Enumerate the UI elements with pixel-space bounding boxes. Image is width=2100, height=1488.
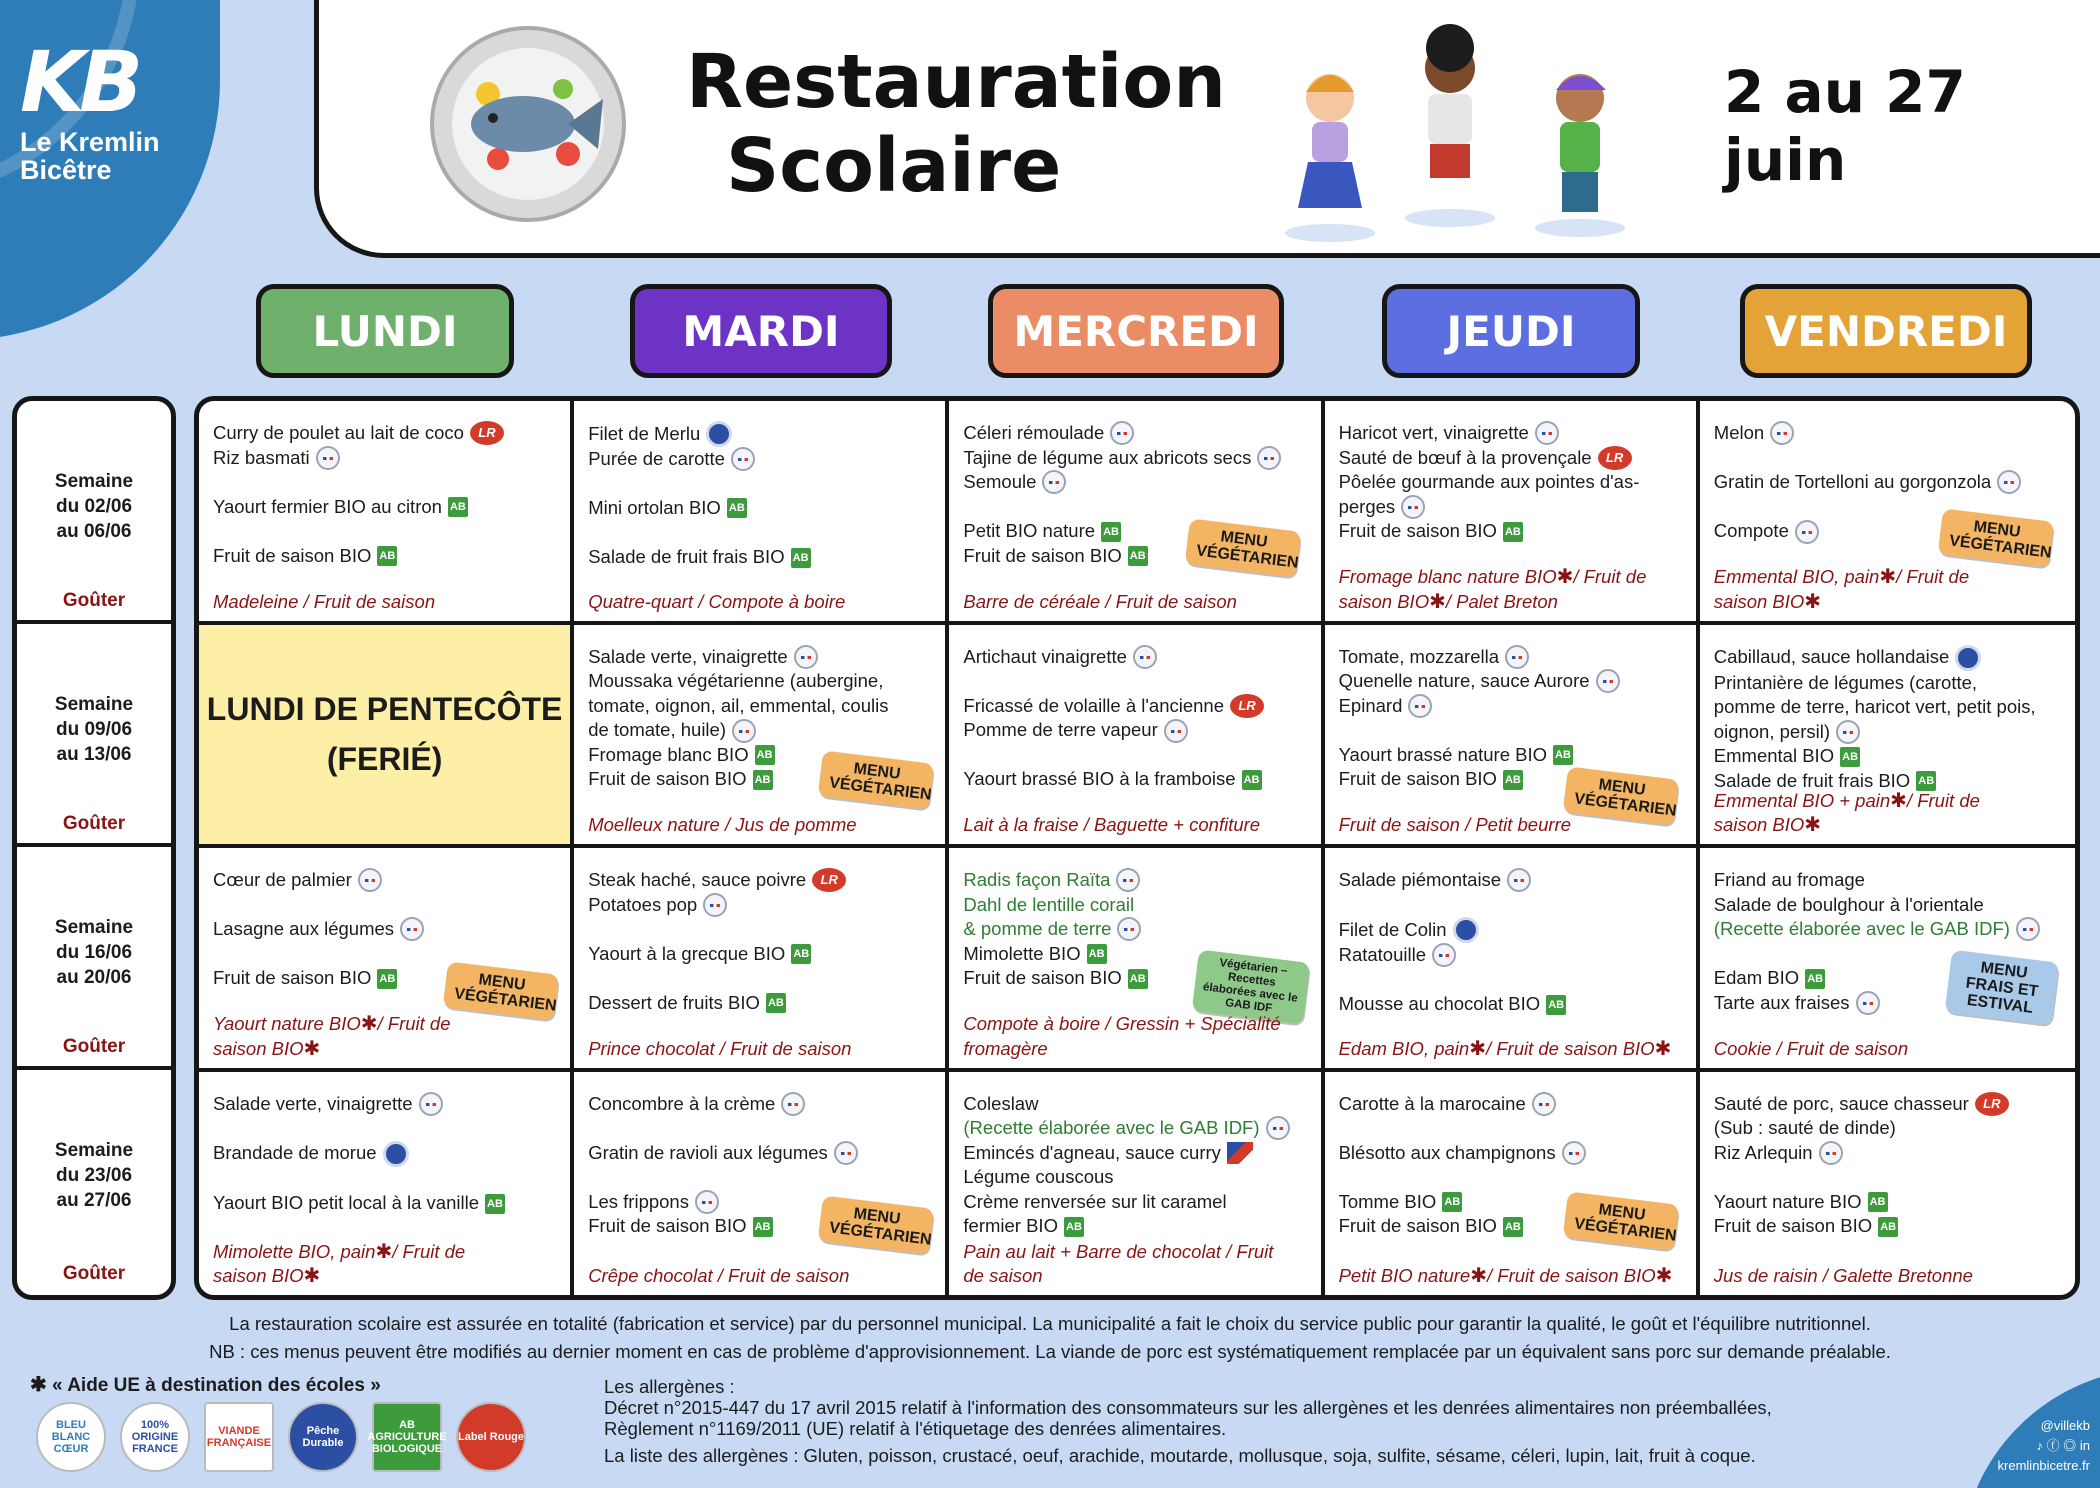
menu-cell-w3-lundi	[199, 848, 574, 1072]
dish: Artichaut vinaigrette	[963, 645, 1310, 670]
day-label: VENDREDI	[1764, 306, 2008, 356]
dish: Fruit de saison BIO AB	[213, 544, 560, 569]
menu-frais-estival-badge: MENU FRAIS ET ESTIVAL	[1944, 950, 2059, 1026]
peche-durable-icon	[383, 1141, 409, 1167]
dish: Gratin de ravioli aux légumes	[588, 1141, 935, 1166]
title-line2: Scolaire	[726, 123, 1062, 209]
quality-labels	[36, 1402, 526, 1472]
dish: Céleri rémoulade	[963, 421, 1310, 446]
label-rouge-logo: Label Rouge	[456, 1402, 526, 1472]
dish: Pomme de terre vapeur	[963, 718, 1310, 743]
footer-note-1: La restauration scolaire est assurée en totalité (fabrication et service) par du personnel municipal. La municipalité a fait le choix du service public pour garantir la qualité, le goût et l'équilibre nutritionnel.	[229, 1313, 1871, 1334]
dish: Quenelle nature, sauce Aurore	[1339, 669, 1686, 694]
dish: & pomme de terre	[963, 917, 1310, 942]
dish: Fruit de saison BIO AB	[1339, 767, 1686, 792]
origine-france-icon	[358, 868, 382, 892]
gouter-text: Emmental BIO, pain✱/ Fruit de saison BIO✱	[1713, 566, 1970, 613]
bio-ab-icon: AB	[1916, 771, 1936, 791]
menu-cell-w1-jeudi	[1325, 401, 1700, 625]
origine-france-icon	[1257, 446, 1281, 470]
ue-aid-icon: ✱	[1890, 789, 1907, 812]
origine-france-icon	[1507, 868, 1531, 892]
peche-durable-icon	[1955, 645, 1981, 671]
origine-france-icon	[834, 1141, 858, 1165]
origine-france-icon	[1836, 720, 1860, 744]
dish: Mimolette BIO AB	[963, 942, 1310, 967]
dish: Fruit de saison BIO AB	[588, 1214, 935, 1239]
gouter-text: Emmental BIO + pain✱/ Fruit de saison BIO✱	[1713, 789, 1980, 837]
dish: Mini ortolan BIO AB	[588, 496, 935, 521]
holiday-title: LUNDI DE PENTECÔTE	[206, 691, 563, 728]
menu-vegetarien-badge: MENU VÉGÉTARIEN	[443, 961, 560, 1020]
website-link[interactable]: kremlinbicetre.fr	[1997, 1458, 2090, 1473]
dish: Edam BIO AB	[1714, 966, 2065, 991]
dish: Salade verte, vinaigrette	[588, 645, 935, 670]
ue-aid-icon: ✱	[360, 1013, 378, 1036]
week-label-4: Semaine du 23/06 au 27/06 Goûter	[17, 1070, 171, 1293]
gouter-label: Goûter	[62, 1036, 126, 1057]
menu-vegetarien-badge: MENU VÉGÉTARIEN	[1185, 518, 1302, 577]
origine-france-icon	[794, 645, 818, 669]
origine-france-icon	[732, 719, 756, 743]
dish: Lasagne aux légumes	[213, 917, 560, 942]
bio-ab-icon: AB	[755, 745, 775, 765]
bio-ab-icon: AB	[1878, 1217, 1898, 1237]
dish: Fruit de saison BIO AB	[1339, 519, 1686, 544]
gouter-text: Quatre-quart / Compote à boire	[588, 590, 846, 612]
dish: Semoule	[963, 470, 1310, 495]
dish: Salade de boulghour à l'orientale	[1713, 893, 1984, 915]
origine-france-icon	[316, 446, 340, 470]
dish: Salade verte, vinaigrette	[213, 1092, 560, 1117]
label-rouge-icon: LR	[1598, 446, 1632, 470]
ue-aid-icon: ✱	[1879, 566, 1897, 589]
dish: Riz basmati	[213, 446, 560, 471]
bio-ab-icon: AB	[1840, 747, 1860, 767]
menu-cell-w1-lundi	[199, 401, 574, 625]
dish: Blésotto aux champignons	[1339, 1141, 1686, 1166]
dish: Sauté de bœuf à la provençale LR	[1339, 446, 1686, 471]
origine-france-icon	[2016, 917, 2040, 941]
menu-cell-w4-mercredi	[949, 1072, 1324, 1296]
dish: Crème renversée sur lit caramel	[963, 1190, 1227, 1212]
dish: pomme de terre, haricot vert, petit pois,	[1713, 696, 2036, 718]
dish: Fruit de saison BIO AB	[588, 767, 935, 792]
social-icons: ♪ ⓕ ◎ in	[2036, 1438, 2090, 1453]
dish: Steak haché, sauce poivre LR	[588, 868, 935, 893]
logo-line1: Le Kremlin	[20, 127, 160, 157]
bio-ab-icon: AB	[1503, 770, 1523, 790]
label-rouge-icon: LR	[1975, 1092, 2009, 1116]
gouter-text: Moelleux nature / Jus de pomme	[588, 814, 857, 836]
dish: Fruit de saison BIO AB	[963, 966, 1310, 991]
origine-france-icon	[1819, 1141, 1843, 1165]
origine-france-icon	[400, 917, 424, 941]
bleu-blanc-coeur-logo: BLEU BLANC CŒUR	[36, 1402, 106, 1472]
menu-cell-w2-jeudi	[1325, 625, 1700, 849]
bio-ab-icon: AB	[1503, 1217, 1523, 1237]
ue-aid-icon: ✱	[375, 1240, 393, 1263]
social-links	[1998, 1416, 2090, 1476]
day-header-lundi	[256, 284, 514, 378]
dish: Yaourt brassé BIO à la framboise AB	[963, 767, 1310, 792]
gouter-label: Goûter	[62, 1263, 126, 1284]
viande-francaise-icon	[1227, 1142, 1253, 1164]
day-header-mercredi	[988, 284, 1284, 378]
gouter-text: Jus de raisin / Galette Bretonne	[1713, 1265, 1973, 1287]
bio-ab-icon: AB	[1128, 546, 1148, 566]
bio-ab-icon: AB	[791, 944, 811, 964]
dish: Moussaka végétarienne (aubergine,	[588, 670, 884, 692]
menu-cell-w2-mardi	[574, 625, 949, 849]
origine-france-icon	[781, 1092, 805, 1116]
gouter-text: Cookie / Fruit de saison	[1713, 1037, 1909, 1059]
ue-aid-icon: ✱	[303, 1037, 321, 1060]
menu-vegetarien-badge: MENU VÉGÉTARIEN	[1937, 508, 2054, 567]
dish: Brandade de morue	[213, 1141, 560, 1167]
dish: Printanière de légumes (carotte,	[1713, 671, 1978, 693]
dish: Fruit de saison BIO AB	[1714, 1214, 2065, 1239]
origine-france-icon	[1795, 520, 1819, 544]
origine-france-icon	[1164, 719, 1188, 743]
week-column	[12, 396, 176, 1300]
menu-vegetarien-badge: MENU VÉGÉTARIEN	[818, 750, 935, 809]
day-header-mardi	[630, 284, 892, 378]
origine-france-icon	[731, 447, 755, 471]
bio-ab-icon: AB	[753, 770, 773, 790]
dish: Filet de Colin	[1339, 917, 1686, 943]
dish: Yaourt nature BIO AB	[1714, 1190, 2065, 1215]
kids-illustration-icon	[1250, 18, 1650, 248]
bio-ab-icon: AB	[1087, 944, 1107, 964]
bio-ab-icon: AB	[791, 548, 811, 568]
gouter-text: Pain au lait + Barre de chocolat / Fruit de saison	[963, 1240, 1274, 1287]
menu-vegetarien-badge: MENU VÉGÉTARIEN	[1562, 766, 1679, 825]
ue-aid-icon: ✱	[30, 1374, 47, 1396]
label-rouge-icon: LR	[812, 868, 846, 892]
ue-aid-icon: ✱	[1804, 814, 1822, 837]
title-line1: Restauration	[686, 39, 1226, 125]
gouter-text: Fruit de saison / Petit beurre	[1338, 814, 1571, 836]
bio-ab-icon: AB	[377, 969, 397, 989]
dish: Yaourt à la grecque BIO AB	[588, 942, 935, 967]
bio-ab-icon: AB	[753, 1217, 773, 1237]
vegetarien-gab-badge: Végétarien – Recettes élaborées avec le GAB IDF	[1192, 949, 1311, 1024]
menu-cell-w4-jeudi	[1325, 1072, 1700, 1296]
origine-france-logo: 100% ORIGINE FRANCE	[120, 1402, 190, 1472]
dish: Tajine de légume aux abricots secs	[963, 446, 1310, 471]
menu-cell-w4-vendredi	[1700, 1072, 2075, 1296]
gouter-label: Goûter	[62, 590, 126, 611]
origine-france-icon	[1997, 470, 2021, 494]
dish: Yaourt BIO petit local à la vanille AB	[213, 1191, 560, 1216]
dish: Cabillaud, sauce hollandaise	[1714, 645, 2065, 671]
gouter-text: Fromage blanc nature BIO✱/ Fruit de saison BIO✱/ Palet Breton	[1338, 566, 1647, 613]
week-label-2: Semaine du 09/06 au 13/06 Goûter	[17, 624, 171, 847]
ue-aid-icon: ✱	[303, 1265, 321, 1288]
gouter-text: Prince chocolat / Fruit de saison	[588, 1037, 852, 1059]
day-label: MARDI	[682, 306, 840, 356]
origine-france-icon	[1596, 669, 1620, 693]
origine-france-icon	[1770, 421, 1794, 445]
origine-france-icon	[695, 1190, 719, 1214]
bio-ab-icon: AB	[1128, 969, 1148, 989]
dish: Emmental BIO AB	[1714, 744, 2065, 769]
bio-ab-icon: AB	[766, 993, 786, 1013]
dish: tomate, oignon, ail, emmental, coulis	[588, 694, 889, 716]
gouter-label: Goûter	[62, 813, 126, 834]
origine-france-icon	[1856, 991, 1880, 1015]
week-label-3: Semaine du 16/06 au 20/06 Goûter	[17, 847, 171, 1070]
origine-france-icon	[1505, 645, 1529, 669]
dish: Fruit de saison BIO AB	[213, 966, 560, 991]
dish: Compote	[1714, 519, 2065, 544]
day-label: JEUDI	[1446, 306, 1576, 356]
menu-cell-w2-mercredi	[949, 625, 1324, 849]
dish: Fricassé de volaille à l'ancienne LR	[963, 694, 1310, 719]
menu-grid	[194, 396, 2080, 1300]
dish: Salade de fruit frais BIO AB	[588, 545, 935, 570]
page-title	[686, 40, 1226, 208]
menu-cell-w4-mardi	[574, 1072, 949, 1296]
dish: Concombre à la crème	[588, 1092, 935, 1117]
menu-cell-w2-lundi	[199, 625, 574, 849]
ue-aid-icon: ✱	[1469, 1037, 1486, 1060]
dish: Purée de carotte	[588, 447, 935, 472]
origine-france-icon	[1117, 917, 1141, 941]
menu-cell-w3-vendredi	[1700, 848, 2075, 1072]
bio-ab-icon: AB	[1442, 1192, 1462, 1212]
dish: Potatoes pop	[588, 893, 935, 918]
dish: Yaourt brassé nature BIO AB	[1339, 743, 1686, 768]
ue-aid-icon: ✱	[1655, 1265, 1673, 1288]
dish: Coleslaw	[963, 1092, 1039, 1114]
date-range: 2 au 27 juin	[1724, 58, 1966, 194]
menu-vegetarien-badge: MENU VÉGÉTARIEN	[818, 1195, 935, 1254]
origine-france-icon	[1562, 1141, 1586, 1165]
dish: perges	[1339, 495, 1686, 520]
bio-ab-icon: AB	[727, 498, 747, 518]
label-rouge-icon: LR	[470, 421, 504, 445]
origine-france-icon	[1133, 645, 1157, 669]
gouter-text: Mimolette BIO, pain✱/ Fruit de saison BIO✱	[213, 1240, 466, 1288]
gouter-text: Barre de céréale / Fruit de saison	[963, 590, 1237, 612]
logo-mark: KB	[20, 33, 138, 131]
origine-france-icon	[1535, 421, 1559, 445]
gouter-text: Petit BIO nature✱/ Fruit de saison BIO✱	[1338, 1265, 1673, 1288]
dish: Ratatouille	[1339, 943, 1686, 968]
ue-aid-icon: ✱	[1429, 590, 1446, 613]
gouter-text: Madeleine / Fruit de saison	[213, 590, 436, 612]
dish: (Recette élaborée avec le GAB IDF)	[1714, 917, 2065, 942]
viande-francaise-logo: VIANDE FRANÇAISE	[204, 1402, 274, 1472]
origine-france-icon	[1408, 694, 1432, 718]
bio-ab-icon: AB	[1553, 745, 1573, 765]
origine-france-icon	[1266, 1116, 1290, 1140]
social-handle[interactable]: @villekb	[2040, 1418, 2090, 1433]
bio-ab-icon: AB	[1242, 770, 1262, 790]
menu-cell-w1-mardi	[574, 401, 949, 625]
label-rouge-icon: LR	[1230, 694, 1264, 718]
dish: Mousse au chocolat BIO AB	[1339, 992, 1686, 1017]
menu-vegetarien-badge: MENU VÉGÉTARIEN	[1562, 1191, 1679, 1250]
dish: Epinard	[1339, 694, 1686, 719]
dish: Petit BIO nature AB	[963, 519, 1310, 544]
dish: Carotte à la marocaine	[1339, 1092, 1686, 1117]
ue-aid-icon: ✱	[1470, 1265, 1487, 1288]
dish: Salade de fruit frais BIO AB	[1714, 769, 2065, 794]
bio-ab-icon: AB	[1868, 1192, 1888, 1212]
bio-ab-icon: AB	[1805, 969, 1825, 989]
gouter-text: Crêpe chocolat / Fruit de saison	[588, 1265, 850, 1287]
dish: Gratin de Tortelloni au gorgonzola	[1714, 470, 2065, 495]
origine-france-icon	[1116, 868, 1140, 892]
dish: Radis façon Raïta	[963, 868, 1310, 893]
dish: oignon, persil)	[1714, 720, 2065, 745]
dish: Cœur de palmier	[213, 868, 560, 893]
bio-ab-icon: AB	[1101, 522, 1121, 542]
origine-france-icon	[1401, 495, 1425, 519]
dish: Dessert de fruits BIO AB	[588, 991, 935, 1016]
dish: de tomate, huile)	[588, 718, 935, 743]
bio-ab-icon: AB	[1546, 995, 1566, 1015]
dish: Les frippons	[588, 1190, 935, 1215]
fish-plate-icon	[428, 24, 628, 224]
holiday-note: (FERIÉ)	[326, 741, 443, 778]
origine-france-icon	[703, 893, 727, 917]
dish: Curry de poulet au lait de coco LR	[213, 421, 560, 446]
dish: Salade piémontaise	[1339, 868, 1686, 893]
day-header-vendredi	[1740, 284, 2032, 378]
dish: Tomate, mozzarella	[1339, 645, 1686, 670]
dish: Tarte aux fraises	[1714, 991, 2065, 1016]
menu-cell-w3-mardi	[574, 848, 949, 1072]
logo-line2: Bicêtre	[20, 155, 112, 185]
peche-durable-logo: Pêche Durable	[288, 1402, 358, 1472]
menu-cell-w1-vendredi	[1700, 401, 2075, 625]
dish: Tomme BIO AB	[1339, 1190, 1686, 1215]
dish: Emincés d'agneau, sauce curry	[963, 1141, 1310, 1166]
origine-france-icon	[1532, 1092, 1556, 1116]
gouter-text: Lait à la fraise / Baguette + confiture	[963, 814, 1261, 836]
gouter-text: Yaourt nature BIO✱/ Fruit de saison BIO✱	[213, 1013, 451, 1060]
dish: Friand au fromage	[1713, 869, 1865, 890]
origine-france-icon	[1110, 421, 1134, 445]
dish: Fromage blanc BIO AB	[588, 743, 935, 768]
ue-aid-icon: ✱	[1804, 590, 1822, 613]
dish: Dahl de lentille corail	[963, 893, 1135, 915]
origine-france-icon	[1432, 943, 1456, 967]
dish: Riz Arlequin	[1714, 1141, 2065, 1166]
dish: Pôelée gourmande aux pointes d'as-	[1338, 471, 1640, 493]
origine-france-icon	[1042, 470, 1066, 494]
day-label: LUNDI	[312, 306, 458, 356]
origine-france-icon	[419, 1092, 443, 1116]
menu-cell-w4-lundi	[199, 1072, 574, 1296]
city-logo	[20, 33, 200, 185]
dish: Fruit de saison BIO AB	[1339, 1214, 1686, 1239]
dish: Haricot vert, vinaigrette	[1339, 421, 1686, 446]
dish: (Sub : sauté de dinde)	[1713, 1117, 1896, 1139]
bio-ab-icon: AB	[1503, 522, 1523, 542]
week-label-1: Semaine du 02/06 au 06/06 Goûter	[17, 401, 171, 624]
dish: Filet de Merlu	[588, 421, 935, 447]
bio-ab-icon: AB	[448, 497, 468, 517]
ue-aid-legend: ✱ « Aide UE à destination des écoles »	[30, 1374, 381, 1396]
day-header-jeudi	[1382, 284, 1640, 378]
bio-ab-icon: AB	[1064, 1217, 1084, 1237]
menu-cell-w3-jeudi	[1325, 848, 1700, 1072]
day-label: MERCREDI	[1013, 306, 1259, 356]
allergen-info: Les allergènes : Décret n°2015-447 du 17 avril 2015 relatif à l'information des consommateurs sur les allergènes et les denrées alimentaires non préemballées, Règlement n°1169/2011 (UE) relatif à l'étiquetage des denrées alimentaires. La liste des allergènes : Gluten, poisson, crustacé, oeuf, arachide, moutarde, mollusque, soja, sulfite, sésame, céleri, lupin, lait, fruit à coque.	[604, 1376, 1772, 1466]
dish: Légume couscous	[963, 1166, 1114, 1188]
footer-note-2: NB : ces menus peuvent être modifiés au dernier moment en cas de problème d'approvisionnement. La viande de porc est systématiquement remplacée par un équivalent sans porc sur demande préalable.	[209, 1341, 1891, 1362]
peche-durable-icon	[1453, 917, 1479, 943]
menu-cell-w3-mercredi	[949, 848, 1324, 1072]
agriculture-biologique-logo: AB AGRICULTURE BIOLOGIQUE	[372, 1402, 442, 1472]
dish: (Recette élaborée avec le GAB IDF)	[963, 1116, 1310, 1141]
dish: Yaourt fermier BIO au citron AB	[213, 495, 560, 520]
dish: fermier BIO AB	[963, 1214, 1310, 1239]
bio-ab-icon: AB	[485, 1194, 505, 1214]
dish: Fruit de saison BIO AB	[963, 544, 1310, 569]
gouter-text: Compote à boire / Gressin + Spécialité fromagère	[963, 1013, 1281, 1059]
bio-ab-icon: AB	[377, 546, 397, 566]
gouter-text: Edam BIO, pain✱/ Fruit de saison BIO✱	[1338, 1037, 1672, 1060]
menu-cell-w1-mercredi	[949, 401, 1324, 625]
peche-durable-icon	[706, 421, 732, 447]
menu-cell-w2-vendredi	[1700, 625, 2075, 849]
dish: Sauté de porc, sauce chasseur LR	[1714, 1092, 2065, 1117]
ue-aid-icon: ✱	[1556, 566, 1574, 589]
ue-aid-icon: ✱	[1654, 1037, 1672, 1060]
dish: Melon	[1714, 421, 2065, 446]
